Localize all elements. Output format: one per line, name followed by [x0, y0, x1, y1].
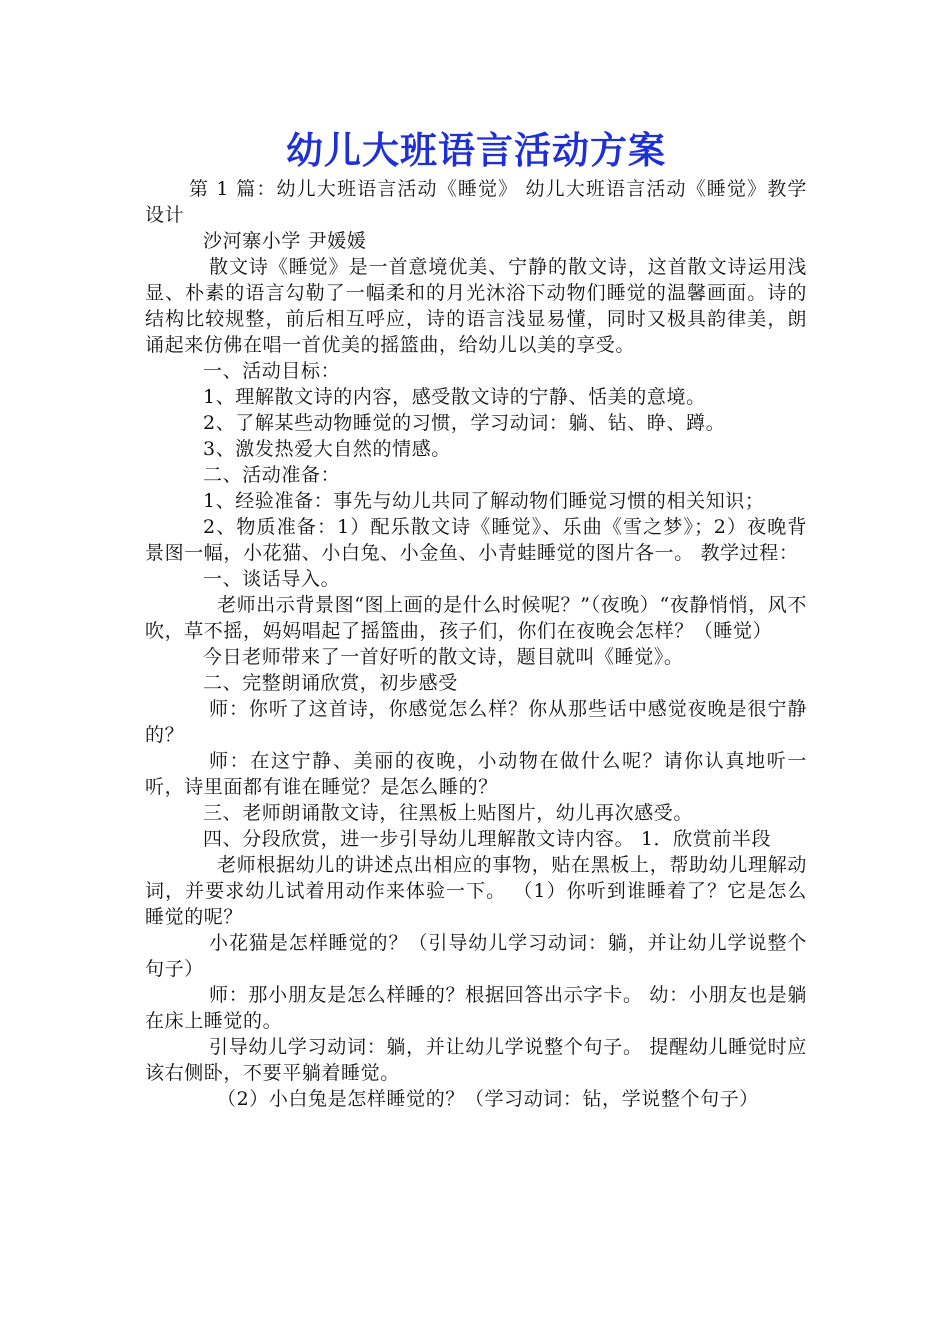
paragraph-section-goals: 一、活动目标：	[203, 360, 341, 382]
paragraph-step-4: 四、分段欣赏，进一步引导幼儿理解散文诗内容。 1．欣赏前半段	[203, 828, 772, 850]
paragraph-author: 沙河寨小学 尹媛媛	[203, 230, 367, 252]
paragraph-goal-3: 3、激发热爱大自然的情感。	[203, 438, 451, 460]
paragraph-preparation-1: 1、经验准备：事先与幼儿共同了解动物们睡觉习惯的相关知识；	[203, 490, 765, 512]
paragraph-verb-lie: 引导幼儿学习动词：躺，并让幼儿学说整个句子。 提醒幼儿睡觉时应该右侧卧，不要平躺着睡觉。	[145, 1036, 807, 1084]
paragraph-section-preparation: 二、活动准备：	[203, 464, 341, 486]
paragraph-goal-1: 1、理解散文诗的内容，感受散文诗的宁静、恬美的意境。	[203, 386, 706, 408]
document-title: 幼儿大班语言活动方案	[286, 129, 666, 172]
paragraph-teacher-guide: 老师根据幼儿的讲述点出相应的事物，贴在黑板上，帮助幼儿理解动词，并要求幼儿试着用动作来体验一下。 （1）你听到谁睡着了？它是怎么睡觉的呢？	[145, 854, 807, 928]
paragraph-preparation-2: 2、物质准备：1）配乐散文诗《睡觉》、乐曲《雪之梦》；2）夜晚背景图一幅，小花猫、小白兔、小金鱼、小青蛙睡觉的图片各一。 教学过程：	[145, 516, 807, 564]
paragraph-today-poem: 今日老师带来了一首好听的散文诗，题目就叫《睡觉》。	[203, 646, 684, 668]
paragraph-step-3: 三、老师朗诵散文诗，往黑板上贴图片，幼儿再次感受。	[203, 802, 694, 824]
paragraph-intro-heading: 第 1 篇：幼儿大班语言活动《睡觉》 幼儿大班语言活动《睡觉》教学设计	[145, 178, 807, 226]
paragraph-rabbit-question: （2）小白兔是怎样睡觉的？（学习动词：钻，学说整个句子）	[217, 1088, 759, 1110]
paragraph-teacher-question-2: 师：在这宁静、美丽的夜晚，小动物在做什么呢？请你认真地听一听，诗里面都有谁在睡觉？是怎么睡的？	[145, 750, 807, 798]
paragraph-teacher-intro: 老师出示背景图“图上画的是什么时候呢？”（夜晚）“夜静悄悄，风不吹，草不摇，妈妈唱起了摇篮曲，孩子们，你们在夜晚会怎样？（睡觉）	[145, 594, 807, 642]
paragraph-step-2: 二、完整朗诵欣赏，初步感受	[203, 672, 458, 694]
document-page	[145, 128, 807, 1112]
paragraph-goal-2: 2、了解某些动物睡觉的习惯，学习动词：躺、钻、睁、蹲。	[203, 412, 726, 434]
paragraph-teacher-question-1: 师：你听了这首诗，你感觉怎么样？你从那些话中感觉夜晚是很宁静的？	[145, 698, 807, 746]
paragraph-poem-description: 散文诗《睡觉》是一首意境优美、宁静的散文诗，这首散文诗运用浅显、朴素的语言勾勒了一幅柔和的月光沐浴下动物们睡觉的温馨画面。诗的结构比较规整，前后相互呼应，诗的语言浅显易懂，同时又极具韵律美，朗诵起来仿佛在唱一首优美的摇篮曲，给幼儿以美的享受。	[145, 256, 807, 356]
paragraph-step-1: 一、谈话导入。	[203, 568, 341, 590]
paragraph-kitten-question: 小花猫是怎样睡觉的？（引导幼儿学习动词：躺，并让幼儿学说整个句子）	[145, 932, 807, 980]
paragraph-children-sleep: 师：那小朋友是怎么样睡的？根据回答出示字卡。 幼：小朋友也是躺在床上睡觉的。	[145, 984, 807, 1032]
